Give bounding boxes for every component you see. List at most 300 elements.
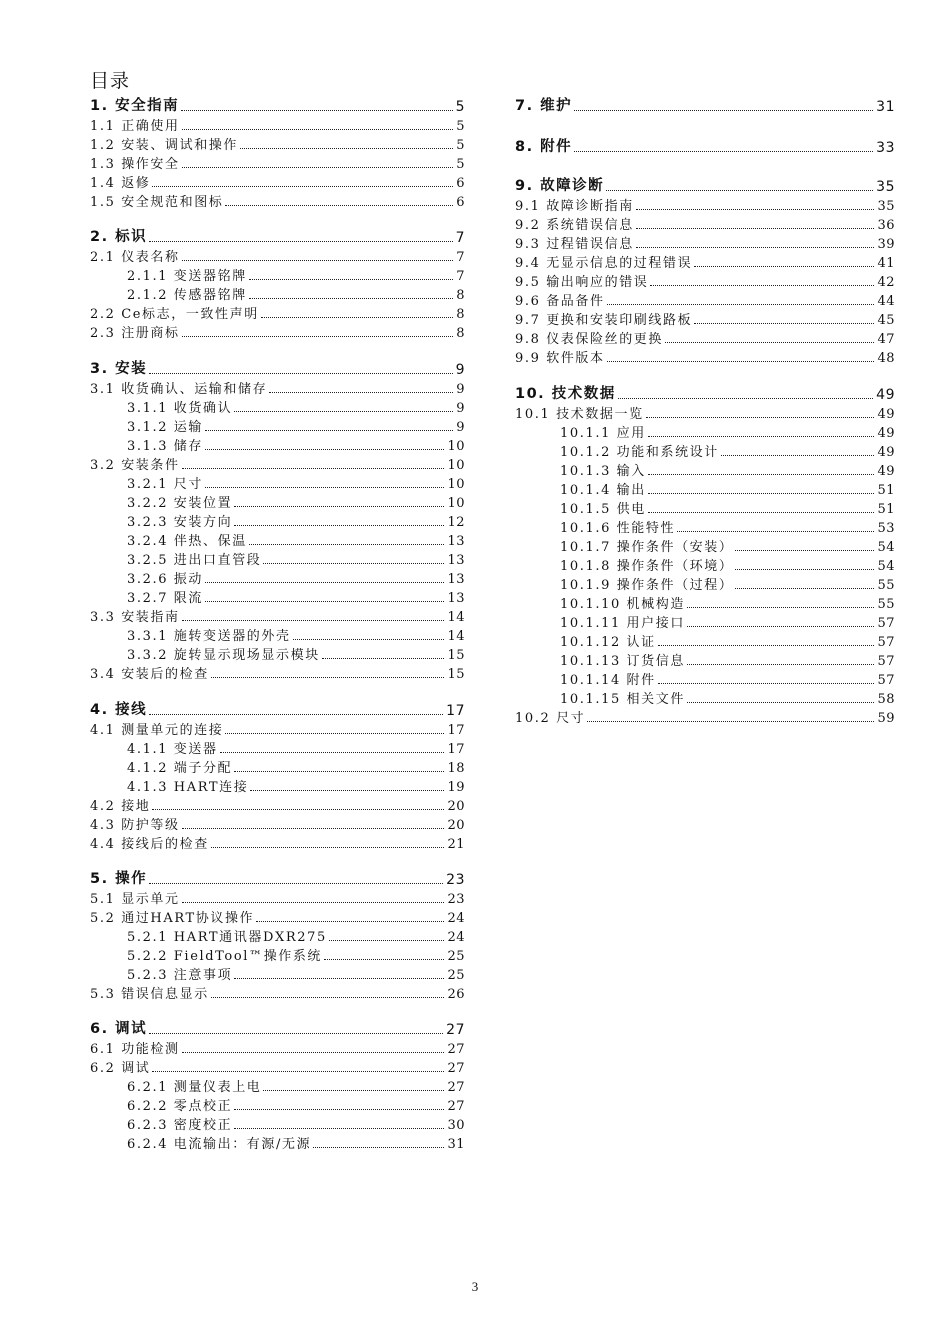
toc-chapter-heading[interactable] bbox=[90, 868, 465, 888]
dot-leader bbox=[636, 228, 875, 229]
toc-entry-title: 10.1.12 认证 bbox=[560, 635, 656, 650]
toc-entry-title: 10.2 尺寸 bbox=[515, 711, 586, 726]
toc-entry[interactable] bbox=[90, 757, 465, 776]
toc-page-number: 19 bbox=[447, 780, 465, 795]
toc-entry[interactable] bbox=[515, 252, 895, 271]
toc-entry[interactable] bbox=[515, 347, 895, 366]
toc-entry[interactable] bbox=[90, 115, 465, 134]
toc-entry-title: 1.2 安装、调试和操作 bbox=[90, 138, 239, 153]
toc-entry[interactable] bbox=[90, 530, 465, 549]
toc-entry-title: 3.1.3 储存 bbox=[127, 439, 204, 454]
dot-leader bbox=[181, 110, 452, 111]
dot-leader bbox=[694, 266, 874, 267]
toc-entry-title: 9.3 过程错误信息 bbox=[515, 237, 634, 252]
toc-page-number: 9 bbox=[455, 362, 465, 378]
dot-leader bbox=[205, 487, 444, 488]
toc-entry-title: 1.4 返修 bbox=[90, 176, 151, 191]
dot-leader bbox=[182, 336, 454, 337]
toc-entry-title: 9.7 更换和安装印刷线路板 bbox=[515, 313, 693, 328]
toc-entry[interactable] bbox=[515, 214, 895, 233]
dot-leader bbox=[322, 658, 445, 659]
dot-leader bbox=[607, 304, 875, 305]
toc-entry[interactable] bbox=[515, 593, 895, 612]
dot-leader bbox=[249, 544, 445, 545]
toc-page-number: 6 bbox=[456, 195, 465, 210]
toc-entry-title: 10.1.4 输出 bbox=[560, 483, 646, 498]
toc-entry[interactable] bbox=[515, 707, 895, 726]
toc-right-column bbox=[515, 95, 895, 741]
toc-page-number: 25 bbox=[447, 949, 465, 964]
dot-leader bbox=[182, 260, 454, 261]
toc-entry-title: 3.3.2 旋转显示现场显示模块 bbox=[127, 648, 320, 663]
dot-leader bbox=[658, 683, 875, 684]
toc-entry-title: 1.5 安全规范和图标 bbox=[90, 195, 224, 210]
toc-entry[interactable] bbox=[90, 814, 465, 833]
dot-leader bbox=[205, 449, 444, 450]
toc-entry[interactable] bbox=[90, 1038, 465, 1057]
toc-entry[interactable] bbox=[90, 719, 465, 738]
toc-entry-title: 2.3 注册商标 bbox=[90, 326, 180, 341]
toc-entry-title: 6.2.3 密度校正 bbox=[127, 1118, 233, 1133]
toc-chapter-heading[interactable] bbox=[515, 95, 895, 115]
toc-page-number: 26 bbox=[447, 987, 465, 1002]
toc-page-number: 31 bbox=[876, 99, 895, 115]
toc-page-number: 59 bbox=[877, 711, 895, 726]
toc-page-number: 17 bbox=[447, 723, 465, 738]
toc-entry-title: 2.1 仪表名称 bbox=[90, 250, 180, 265]
toc-entry-title: 9.4 无显示信息的过程错误 bbox=[515, 256, 693, 271]
toc-entry[interactable] bbox=[90, 378, 465, 397]
dot-leader bbox=[721, 455, 875, 456]
toc-entry-title: 9. 故障诊断 bbox=[515, 178, 605, 194]
toc-page-number: 17 bbox=[447, 742, 465, 757]
toc-chapter-heading[interactable] bbox=[90, 358, 465, 378]
toc-entry-title: 10.1.13 订货信息 bbox=[560, 654, 685, 669]
dot-leader bbox=[149, 1033, 443, 1034]
dot-leader bbox=[687, 664, 875, 665]
toc-page-number: 5 bbox=[456, 119, 465, 134]
toc-page-number: 36 bbox=[877, 218, 895, 233]
toc-page-number: 48 bbox=[877, 351, 895, 366]
toc-page-number: 20 bbox=[447, 799, 465, 814]
toc-page-number: 8 bbox=[456, 326, 465, 341]
toc-page-number: 10 bbox=[447, 496, 465, 511]
dot-leader bbox=[152, 1071, 444, 1072]
dot-leader bbox=[607, 361, 875, 362]
toc-entry-title: 9.6 备品备件 bbox=[515, 294, 605, 309]
toc-entry[interactable] bbox=[90, 473, 465, 492]
toc-page-number: 14 bbox=[447, 629, 465, 644]
dot-leader bbox=[182, 828, 445, 829]
toc-page-number: 7 bbox=[455, 230, 465, 246]
dot-leader bbox=[225, 205, 453, 206]
dot-leader bbox=[152, 186, 453, 187]
toc-entry[interactable] bbox=[515, 669, 895, 688]
toc-chapter bbox=[90, 95, 465, 210]
dot-leader bbox=[618, 398, 873, 399]
toc-entry[interactable] bbox=[90, 1095, 465, 1114]
dot-leader bbox=[182, 902, 445, 903]
toc-entry[interactable] bbox=[90, 454, 465, 473]
dot-leader bbox=[249, 298, 453, 299]
dot-leader bbox=[211, 677, 445, 678]
dot-leader bbox=[648, 512, 875, 513]
toc-page-number: 41 bbox=[877, 256, 895, 271]
toc-chapter bbox=[90, 226, 465, 341]
toc-page-number: 6 bbox=[456, 176, 465, 191]
toc-entry-title: 6. 调试 bbox=[90, 1021, 148, 1037]
dot-leader bbox=[182, 167, 454, 168]
toc-entry[interactable] bbox=[90, 511, 465, 530]
toc-entry[interactable] bbox=[515, 328, 895, 347]
page-title: 目录 bbox=[90, 70, 131, 92]
toc-entry-title: 4.1 测量单元的连接 bbox=[90, 723, 224, 738]
dot-leader bbox=[636, 209, 875, 210]
toc-page-number: 39 bbox=[877, 237, 895, 252]
toc-entry-title: 4.3 防护等级 bbox=[90, 818, 180, 833]
toc-entry[interactable] bbox=[90, 888, 465, 907]
toc-entry-title: 3.3 安装指南 bbox=[90, 610, 180, 625]
toc-page-number: 42 bbox=[877, 275, 895, 290]
toc-page-number: 14 bbox=[447, 610, 465, 625]
toc-entry-title: 3.2.6 振动 bbox=[127, 572, 204, 587]
toc-entry[interactable] bbox=[90, 663, 465, 682]
toc-entry-title: 4.4 接线后的检查 bbox=[90, 837, 209, 852]
page-number: 3 bbox=[471, 1279, 479, 1294]
toc-page-number: 57 bbox=[877, 673, 895, 688]
toc-entry-title: 10.1.3 输入 bbox=[560, 464, 646, 479]
toc-page-number: 10 bbox=[447, 477, 465, 492]
dot-leader bbox=[574, 110, 873, 111]
toc-entry-title: 6.2.4 电流输出：有源/无源 bbox=[127, 1137, 312, 1152]
toc-entry-title: 10.1.1 应用 bbox=[560, 426, 646, 441]
toc-entry-title: 4.1.1 变送器 bbox=[127, 742, 218, 757]
toc-entry[interactable] bbox=[515, 422, 895, 441]
toc-entry[interactable] bbox=[515, 536, 895, 555]
toc-entry-title: 9.5 输出响应的错误 bbox=[515, 275, 649, 290]
toc-entry-title: 8. 附件 bbox=[515, 139, 573, 155]
dot-leader bbox=[182, 129, 454, 130]
toc-entry-title: 3.2.5 进出口直管段 bbox=[127, 553, 262, 568]
toc-page-number: 17 bbox=[446, 703, 465, 719]
dot-leader bbox=[205, 430, 453, 431]
toc-entry-title: 6.2.2 零点校正 bbox=[127, 1099, 233, 1114]
toc-page-number: 44 bbox=[877, 294, 895, 309]
toc-page-number: 54 bbox=[877, 540, 895, 555]
toc-entry[interactable] bbox=[90, 397, 465, 416]
toc-entry[interactable] bbox=[90, 606, 465, 625]
toc-entry-title: 1.3 操作安全 bbox=[90, 157, 180, 172]
toc-entry-title: 3. 安装 bbox=[90, 361, 148, 377]
dot-leader bbox=[293, 639, 445, 640]
toc-entry-title: 10.1.2 功能和系统设计 bbox=[560, 445, 719, 460]
toc-chapter bbox=[515, 136, 895, 156]
toc-entry[interactable] bbox=[90, 435, 465, 454]
toc-page-number: 13 bbox=[447, 591, 465, 606]
toc-chapter bbox=[90, 358, 465, 682]
toc-entry[interactable] bbox=[90, 568, 465, 587]
toc-entry-title: 3.3.1 施转变送器的外壳 bbox=[127, 629, 291, 644]
toc-entry-title: 2.2 Ce标志，一致性声明 bbox=[90, 307, 259, 322]
toc-entry[interactable] bbox=[90, 776, 465, 795]
toc-page-number: 7 bbox=[456, 269, 465, 284]
dot-leader bbox=[574, 151, 873, 152]
toc-page-number: 5 bbox=[456, 138, 465, 153]
dot-leader bbox=[587, 721, 874, 722]
toc-page-number: 25 bbox=[447, 968, 465, 983]
dot-leader bbox=[240, 148, 453, 149]
toc-page-number: 58 bbox=[877, 692, 895, 707]
toc-entry-title: 5.2.1 HART通讯器DXR275 bbox=[127, 930, 327, 945]
toc-page-number: 7 bbox=[456, 250, 465, 265]
toc-page-number: 9 bbox=[456, 382, 465, 397]
toc-entry-title: 3.2.4 伴热、保温 bbox=[127, 534, 247, 549]
toc-entry[interactable] bbox=[90, 303, 465, 322]
toc-chapter bbox=[515, 383, 895, 726]
toc-entry[interactable] bbox=[90, 833, 465, 852]
toc-entry[interactable] bbox=[515, 688, 895, 707]
toc-entry-title: 2.1.2 传感器铭牌 bbox=[127, 288, 247, 303]
toc-entry-title: 10.1.10 机械构造 bbox=[560, 597, 685, 612]
toc-entry-title: 3.2 安装条件 bbox=[90, 458, 180, 473]
toc-entry[interactable] bbox=[90, 945, 465, 964]
toc-page-number: 27 bbox=[447, 1042, 465, 1057]
toc-entry[interactable] bbox=[515, 403, 895, 422]
dot-leader bbox=[269, 392, 453, 393]
toc-entry[interactable] bbox=[90, 153, 465, 172]
toc-page-number: 18 bbox=[447, 761, 465, 776]
toc-entry-title: 10.1.6 性能特性 bbox=[560, 521, 676, 536]
toc-entry[interactable] bbox=[90, 926, 465, 945]
toc-entry-title: 1.1 正确使用 bbox=[90, 119, 180, 134]
toc-entry[interactable] bbox=[90, 625, 465, 644]
toc-entry[interactable] bbox=[515, 195, 895, 214]
toc-page-number: 54 bbox=[877, 559, 895, 574]
toc-entry-title: 10.1 技术数据一览 bbox=[515, 407, 644, 422]
toc-page-number: 8 bbox=[456, 307, 465, 322]
toc-entry-title: 3.2.7 限流 bbox=[127, 591, 204, 606]
toc-entry-title: 6.2.1 测量仪表上电 bbox=[127, 1080, 262, 1095]
toc-entry-title: 6.2 调试 bbox=[90, 1061, 151, 1076]
toc-chapter-heading[interactable] bbox=[90, 95, 465, 115]
toc-page-number: 9 bbox=[456, 420, 465, 435]
toc-page-number: 33 bbox=[876, 140, 895, 156]
toc-page-number: 15 bbox=[447, 648, 465, 663]
toc-entry-title: 3.1.1 收货确认 bbox=[127, 401, 233, 416]
toc-entry-title: 7. 维护 bbox=[515, 98, 573, 114]
toc-entry-title: 10.1.5 供电 bbox=[560, 502, 646, 517]
toc-page-number: 57 bbox=[877, 654, 895, 669]
toc-entry[interactable] bbox=[515, 290, 895, 309]
toc-page-number: 24 bbox=[447, 930, 465, 945]
toc-chapter-heading[interactable] bbox=[515, 136, 895, 156]
toc-page-number: 57 bbox=[877, 616, 895, 631]
toc-page-number: 23 bbox=[447, 892, 465, 907]
dot-leader bbox=[149, 714, 443, 715]
toc-entry[interactable] bbox=[515, 498, 895, 517]
toc-page-number: 12 bbox=[447, 515, 465, 530]
toc-chapter-heading[interactable] bbox=[90, 699, 465, 719]
toc-page-number: 13 bbox=[447, 534, 465, 549]
toc-page-number: 49 bbox=[876, 387, 895, 403]
toc-page-number: 35 bbox=[877, 199, 895, 214]
dot-leader bbox=[650, 285, 874, 286]
toc-entry-title: 10.1.7 操作条件（安装） bbox=[560, 540, 734, 555]
toc-entry-title: 3.4 安装后的检查 bbox=[90, 667, 209, 682]
toc-entry[interactable] bbox=[90, 1057, 465, 1076]
dot-leader bbox=[263, 1090, 444, 1091]
dot-leader bbox=[205, 601, 444, 602]
toc-page-number: 10 bbox=[447, 439, 465, 454]
toc-entry[interactable] bbox=[90, 134, 465, 153]
toc-entry[interactable] bbox=[90, 983, 465, 1002]
toc-entry[interactable] bbox=[90, 1133, 465, 1152]
dot-leader bbox=[636, 247, 875, 248]
toc-entry-title: 5.3 错误信息显示 bbox=[90, 987, 209, 1002]
dot-leader bbox=[225, 733, 444, 734]
toc-page-number: 55 bbox=[877, 578, 895, 593]
toc-entry[interactable] bbox=[515, 555, 895, 574]
toc-entry-title: 5.1 显示单元 bbox=[90, 892, 180, 907]
toc-entry[interactable] bbox=[90, 322, 465, 341]
dot-leader bbox=[687, 702, 875, 703]
toc-entry-title: 3.1 收货确认、运输和储存 bbox=[90, 382, 268, 397]
toc-entry[interactable] bbox=[90, 644, 465, 663]
toc-entry[interactable] bbox=[90, 416, 465, 435]
dot-leader bbox=[677, 531, 874, 532]
toc-entry[interactable] bbox=[90, 907, 465, 926]
toc-page-number: 23 bbox=[446, 872, 465, 888]
toc-page-number: 24 bbox=[447, 911, 465, 926]
toc-entry[interactable] bbox=[515, 517, 895, 536]
toc-chapter-heading[interactable] bbox=[90, 226, 465, 246]
toc-page-number: 35 bbox=[876, 179, 895, 195]
toc-entry[interactable] bbox=[515, 612, 895, 631]
toc-entry[interactable] bbox=[90, 549, 465, 568]
toc-page-number: 55 bbox=[877, 597, 895, 612]
toc-entry[interactable] bbox=[515, 650, 895, 669]
toc-page-number: 27 bbox=[447, 1099, 465, 1114]
toc-entry[interactable] bbox=[515, 271, 895, 290]
toc-entry[interactable] bbox=[90, 964, 465, 983]
toc-page-number: 15 bbox=[447, 667, 465, 682]
dot-leader bbox=[687, 626, 875, 627]
toc-chapter bbox=[90, 1018, 465, 1152]
dot-leader bbox=[646, 417, 875, 418]
toc-entry[interactable] bbox=[515, 479, 895, 498]
toc-page-number: 9 bbox=[456, 401, 465, 416]
dot-leader bbox=[234, 1109, 444, 1110]
toc-entry[interactable] bbox=[515, 233, 895, 252]
dot-leader bbox=[648, 436, 875, 437]
toc-page-number: 51 bbox=[877, 502, 895, 517]
toc-entry-title: 9.1 故障诊断指南 bbox=[515, 199, 634, 214]
toc-page-number: 27 bbox=[447, 1061, 465, 1076]
toc-entry[interactable] bbox=[90, 246, 465, 265]
toc-chapter-heading[interactable] bbox=[90, 1018, 465, 1038]
toc-entry[interactable] bbox=[90, 795, 465, 814]
toc-entry-title: 5. 操作 bbox=[90, 871, 148, 887]
toc-page-number: 49 bbox=[877, 445, 895, 460]
dot-leader bbox=[694, 323, 874, 324]
toc-page-number: 10 bbox=[447, 458, 465, 473]
toc-entry[interactable] bbox=[90, 172, 465, 191]
dot-leader bbox=[256, 921, 444, 922]
toc-page-number: 8 bbox=[456, 288, 465, 303]
toc-entry[interactable] bbox=[90, 191, 465, 210]
toc-left-column bbox=[90, 95, 465, 1167]
dot-leader bbox=[250, 790, 444, 791]
toc-page-number: 30 bbox=[447, 1118, 465, 1133]
toc-page-number: 49 bbox=[877, 407, 895, 422]
toc-entry-title: 10.1.9 操作条件（过程） bbox=[560, 578, 734, 593]
toc-chapter-heading[interactable] bbox=[515, 383, 895, 403]
toc-chapter bbox=[90, 699, 465, 852]
toc-entry-title: 1. 安全指南 bbox=[90, 98, 180, 114]
toc-entry-title: 10.1.14 附件 bbox=[560, 673, 656, 688]
dot-leader bbox=[205, 582, 444, 583]
toc-entry-title: 9.8 仪表保险丝的更换 bbox=[515, 332, 664, 347]
toc-entry[interactable] bbox=[90, 284, 465, 303]
toc-entry-title: 2. 标识 bbox=[90, 229, 148, 245]
toc-page-number: 49 bbox=[877, 426, 895, 441]
toc-entry-title: 5.2.3 注意事项 bbox=[127, 968, 233, 983]
dot-leader bbox=[234, 978, 444, 979]
toc-entry-title: 6.1 功能检测 bbox=[90, 1042, 180, 1057]
toc-entry[interactable] bbox=[515, 631, 895, 650]
toc-page-number: 5 bbox=[455, 99, 465, 115]
toc-entry[interactable] bbox=[515, 460, 895, 479]
dot-leader bbox=[735, 588, 874, 589]
dot-leader bbox=[234, 1128, 444, 1129]
toc-entry-title: 4.1.3 HART连接 bbox=[127, 780, 249, 795]
dot-leader bbox=[329, 940, 445, 941]
toc-entry-title: 3.2.2 安装位置 bbox=[127, 496, 233, 511]
toc-entry[interactable] bbox=[90, 492, 465, 511]
toc-entry-title: 5.2 通过HART协议操作 bbox=[90, 911, 255, 926]
dot-leader bbox=[182, 468, 445, 469]
toc-page-number: 20 bbox=[447, 818, 465, 833]
toc-entry[interactable] bbox=[515, 574, 895, 593]
toc-chapter-heading[interactable] bbox=[515, 175, 895, 195]
dot-leader bbox=[263, 563, 444, 564]
toc-entry[interactable] bbox=[90, 738, 465, 757]
toc-entry[interactable] bbox=[515, 309, 895, 328]
dot-leader bbox=[648, 493, 875, 494]
toc-page-number: 49 bbox=[877, 464, 895, 479]
toc-entry[interactable] bbox=[90, 265, 465, 284]
toc-entry-title: 9.2 系统错误信息 bbox=[515, 218, 634, 233]
toc-entry-title: 10.1.11 用户接口 bbox=[560, 616, 685, 631]
toc-page-number: 21 bbox=[447, 837, 465, 852]
toc-entry-title: 3.2.1 尺寸 bbox=[127, 477, 204, 492]
dot-leader bbox=[149, 883, 443, 884]
toc-entry-title: 2.1.1 变送器铭牌 bbox=[127, 269, 247, 284]
toc-entry[interactable] bbox=[90, 587, 465, 606]
dot-leader bbox=[735, 550, 874, 551]
dot-leader bbox=[234, 506, 444, 507]
dot-leader bbox=[182, 1052, 445, 1053]
toc-page-number: 27 bbox=[446, 1022, 465, 1038]
toc-entry[interactable] bbox=[90, 1076, 465, 1095]
toc-entry-title: 4. 接线 bbox=[90, 702, 148, 718]
toc-entry-title: 4.2 接地 bbox=[90, 799, 151, 814]
toc-entry-title: 5.2.2 FieldTool™操作系统 bbox=[127, 949, 323, 964]
toc-entry[interactable] bbox=[515, 441, 895, 460]
toc-entry[interactable] bbox=[90, 1114, 465, 1133]
dot-leader bbox=[152, 809, 444, 810]
dot-leader bbox=[313, 1147, 444, 1148]
